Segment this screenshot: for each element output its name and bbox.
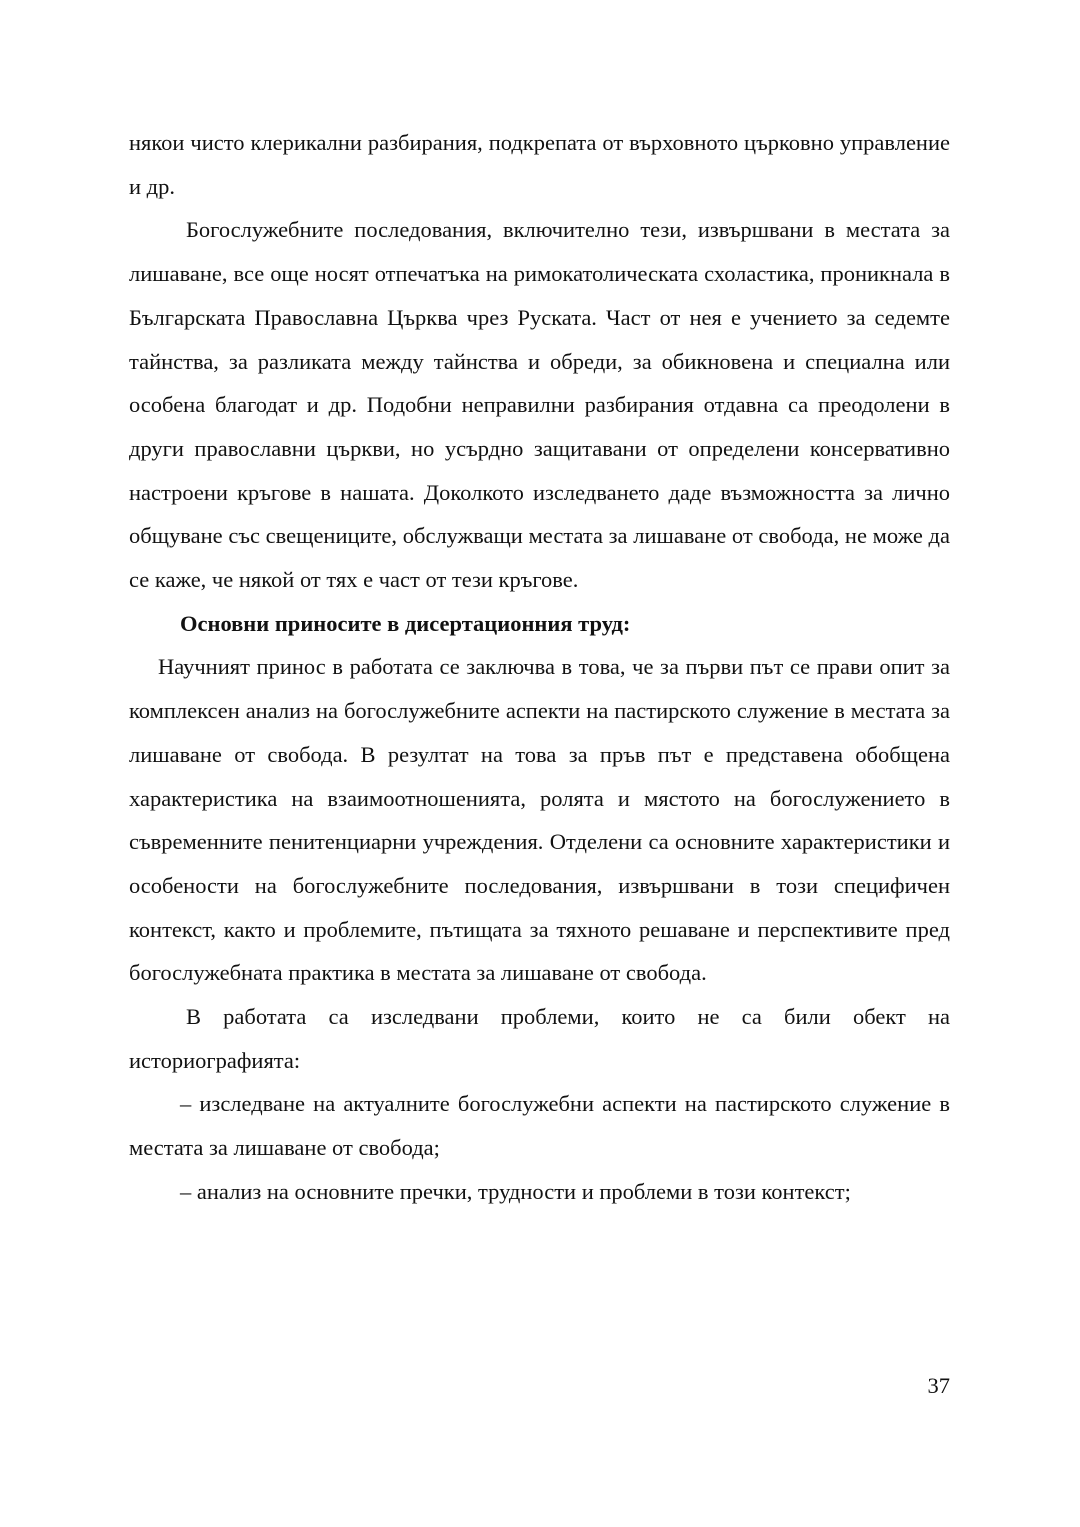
section-heading-contributions: Основни приносите в дисертационния труд: bbox=[180, 610, 631, 636]
list-item-obstacles-analysis: – анализ на основните пречки, трудности и проблеми в този контекст; bbox=[180, 1178, 851, 1204]
paragraph-scientific-contribution: Научният принос в работата се заключва в това, че за първи път се прави опит за комплексен анализ на богослужебните аспекти на пастирското служение в местата за лишаване от свобода. В резултат на това за пръв път е представена обобщена характеристика на взаимоотношенията, ролята и мястото на богослужението в съвременните пенитенциарни учреждения. Отделени са основните характеристики и особености на богослужебните последования, извършвани в този специфичен контекст, както и проблемите, пътищата за тяхното решаване и перспективите пред богослужебната практика в местата за лишаване от свобода. bbox=[129, 654, 950, 986]
paragraph-continuation: някои чисто клерикални разбирания, подкрепата от върховното църковно управление и др. bbox=[129, 130, 950, 199]
paragraph-research-problems: В работата са изследвани проблеми, които не са били обект на историографията: bbox=[129, 1004, 950, 1073]
list-item-liturgical-aspects: – изследване на актуалните богослужебни аспекти на пастирското служение в местата за лишаване от свобода; bbox=[129, 1091, 950, 1161]
page-body bbox=[129, 121, 950, 1214]
page-number: 37 bbox=[927, 1373, 950, 1398]
paragraph-liturgical-services: Богослужебните последования, включително тези, извършвани в местата за лишаване, все още носят отпечатъка на римокатолическата схоластика, проникнала в Българската Православна Църква чрез Руската. Част от нея е учението за седемте тайнства, за разликата между тайнства и обреди, за обикновена и специална или особена благодат и др. Подобни неправилни разбирания отдавна са преодолени в други православни църкви, но усърдно защитавани от определени консервативно настроени кръгове в нашата. Доколкото изследването даде възможността за лично общуване със свещениците, обслужващи местата за лишаване от свобода, не може да се каже, че някой от тях е част от тези кръгове. bbox=[129, 217, 950, 593]
